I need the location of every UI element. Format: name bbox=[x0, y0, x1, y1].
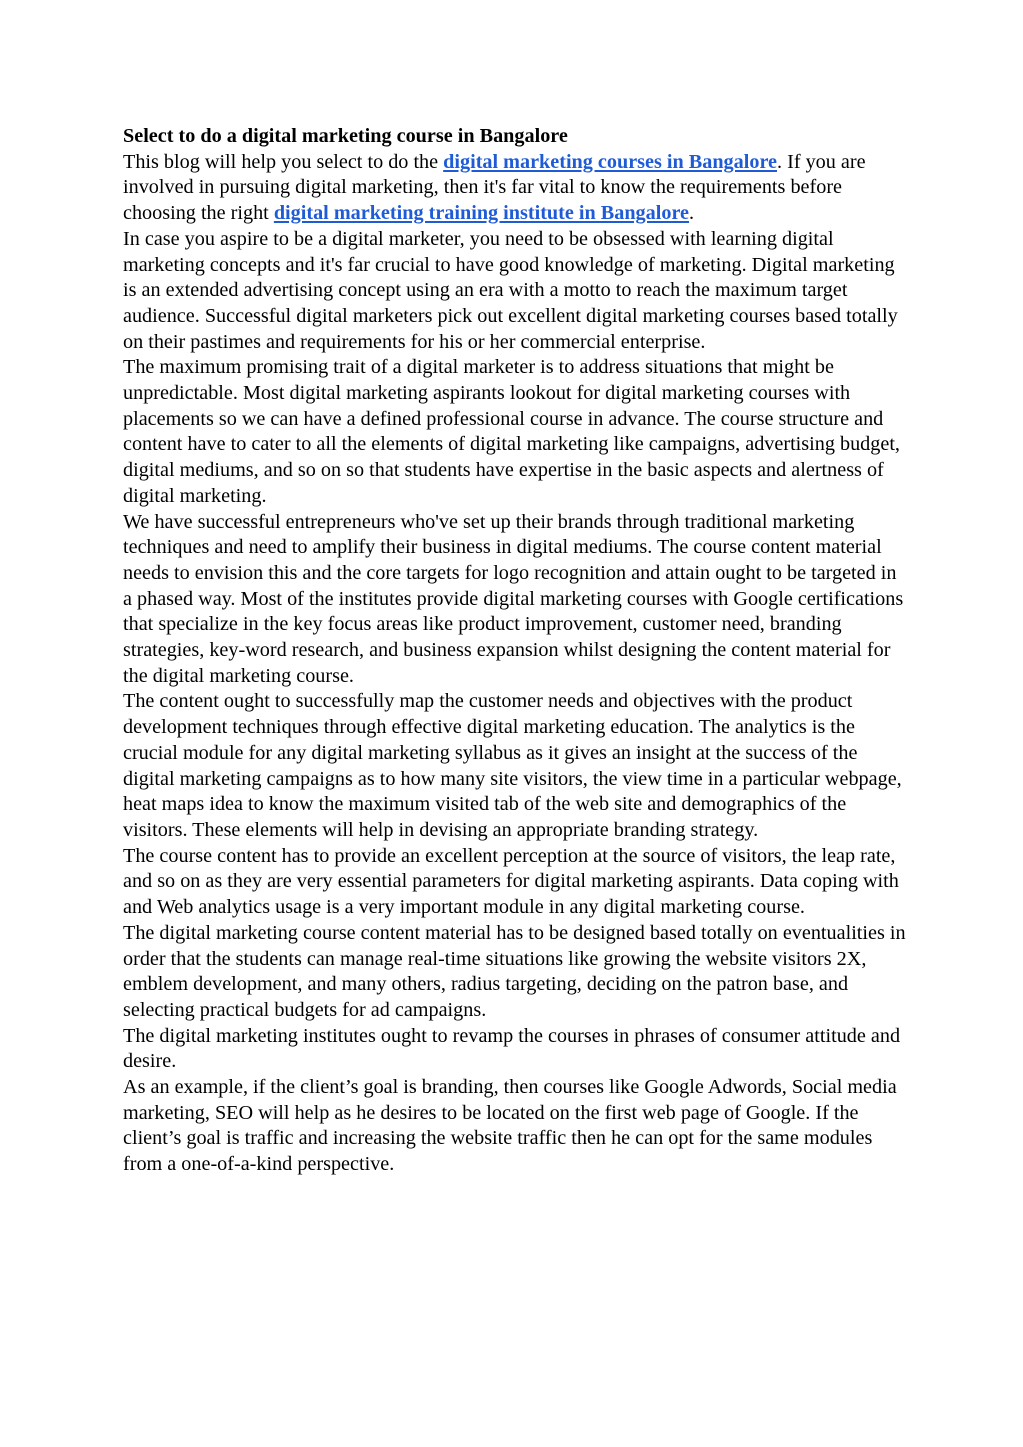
body-paragraph-6: The digital marketing course content material has to be designed based totally on eventualities in order that the students can manage real-time situations like growing the website visitors 2X, emblem development, and many others, radius targeting, deciding on the patron base, and selecting practical budgets for ad campaigns. bbox=[123, 921, 906, 1021]
body-paragraph-7: The digital marketing institutes ought to revamp the courses in phrases of consumer attitude and desire. bbox=[123, 1024, 901, 1073]
intro-paragraph bbox=[123, 150, 908, 227]
intro-text-2: . If you are involved in pursuing digital marketing, then it's far vital to know the requirements before choosing the right bbox=[123, 150, 866, 225]
body-paragraph-1: In case you aspire to be a digital marketer, you need to be obsessed with learning digital marketing concepts and it's far crucial to have good knowledge of marketing. Digital marketing is an extended advertising concept using an era with a motto to reach the maximum target audience. Successful digital marketers pick out excellent digital marketing courses based totally on their pastimes and requirements for his or her commercial enterprise. bbox=[123, 227, 898, 353]
document-page bbox=[123, 124, 908, 1178]
body-paragraph-2: The maximum promising trait of a digital marketer is to address situations that might be unpredictable. Most digital marketing aspirants lookout for digital marketing courses with placements so we can have a defined professional course in advance. The course structure and content have to cater to all the elements of digital marketing like campaigns, advertising budget, digital mediums, and so on so that students have expertise in the basic aspects and alertness of digital marketing. bbox=[123, 356, 900, 507]
intro-text-3: . bbox=[689, 202, 695, 225]
document-title: Select to do a digital marketing course in Bangalore bbox=[123, 125, 568, 147]
body-paragraph-4: The content ought to successfully map the customer needs and objectives with the product development techniques through effective digital marketing education. The analytics is the crucial module for any digital marketing syllabus as it gives an insight at the success of the digital marketing campaigns as to how many site visitors, the view time in a particular webpage, heat maps idea to know the maximum visited tab of the web site and demographics of the visitors. These elements will help in devising an appropriate branding strategy. bbox=[123, 690, 902, 841]
digital-marketing-courses-link[interactable]: digital marketing courses in Bangalore bbox=[443, 150, 777, 173]
body-paragraph-8: As an example, if the client’s goal is branding, then courses like Google Adwords, Social media marketing, SEO will help as he desires to be located on the first web page of Google. If the client’s goal is traffic and increasing the website traffic then he can opt for the same modules from a one-of-a-kind perspective. bbox=[123, 1076, 897, 1176]
training-institute-link[interactable]: digital marketing training institute in Bangalore bbox=[273, 202, 690, 225]
intro-text-1: This blog will help you select to do the bbox=[123, 150, 444, 173]
body-paragraph-5: The course content has to provide an excellent perception at the source of visitors, the leap rate, and so on as they are very essential parameters for digital marketing aspirants. Data coping with and Web analytics usage is a very important module in any digital marketing course. bbox=[123, 844, 899, 919]
body-paragraph-3: We have successful entrepreneurs who've set up their brands through traditional marketing techniques and need to amplify their business in digital mediums. The course content material needs to envision this and the core targets for logo recognition and attain ought to be targeted in a phased way. Most of the institutes provide digital marketing courses with Google certifications that specialize in the key focus areas like product improvement, customer need, branding strategies, key-word research, and business expansion whilst designing the content material for the digital marketing course. bbox=[123, 510, 904, 687]
